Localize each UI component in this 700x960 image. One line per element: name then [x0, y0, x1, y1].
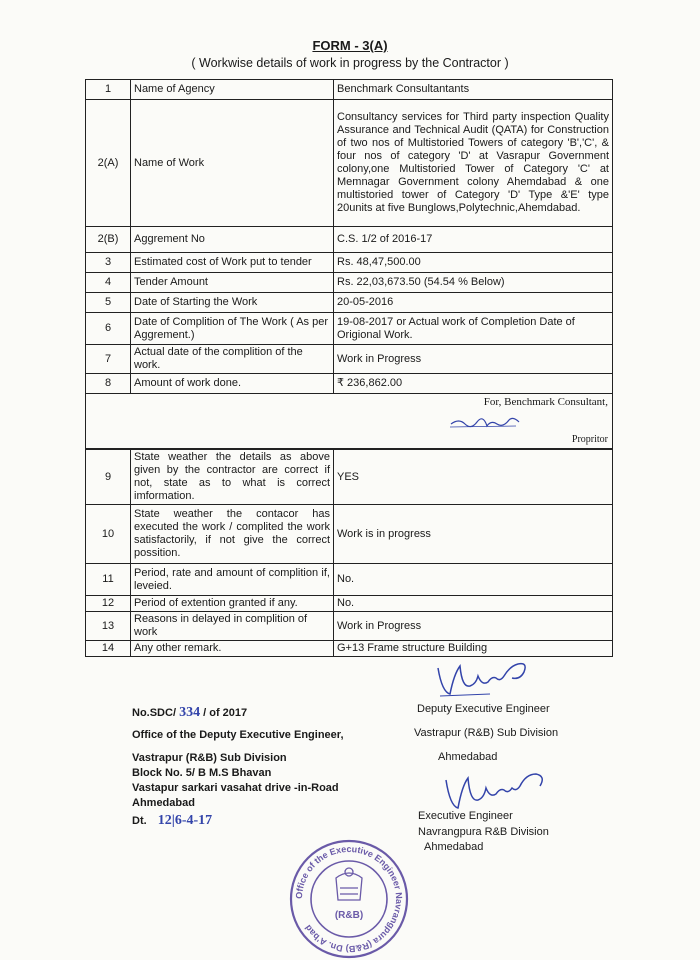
executive-engineer-signature	[440, 762, 550, 812]
row-label: Actual date of the complition of the work.	[131, 345, 334, 374]
table-row	[86, 612, 613, 641]
row-label: State weather the contacor has executed the work / complited the work satisfactorily, if not give the correct possition.	[131, 505, 334, 564]
date-line	[132, 813, 212, 829]
row-value: No.	[334, 564, 613, 596]
row-label: Name of Agency	[131, 80, 334, 100]
address-line-4: Ahmedabad	[132, 797, 195, 809]
signature-row	[86, 394, 613, 449]
table-row	[86, 253, 613, 273]
table-row	[86, 227, 613, 253]
office-line: Office of the Deputy Executive Engineer,	[132, 729, 344, 741]
row-label: State weather the details as above given by the contractor are correct if not, state as to what is correct imformation.	[131, 450, 334, 505]
address-line-2: Block No. 5/ B M.S Bhavan	[132, 767, 272, 779]
row-number: 3	[86, 253, 131, 273]
row-number: 12	[86, 596, 131, 612]
table-row	[86, 293, 613, 313]
row-number: 11	[86, 564, 131, 596]
table-row	[86, 100, 613, 227]
table-row	[86, 273, 613, 293]
table-row	[86, 374, 613, 394]
row-value: Work in Progress	[334, 345, 613, 374]
row-number: 1	[86, 80, 131, 100]
stamp-outer-text: Office of the Executive Engineer Navrangpura (R&B) Dn. A'bad	[293, 843, 405, 955]
table-row	[86, 596, 613, 612]
row-label: Name of Work	[131, 100, 334, 227]
row-label: Aggrement No	[131, 227, 334, 253]
row-label: Period, rate and amount of complition if, leveied.	[131, 564, 334, 596]
table-row	[86, 313, 613, 345]
table-row	[86, 80, 613, 100]
row-number: 13	[86, 612, 131, 641]
form-subtitle: ( Workwise details of work in progress by the Contractor )	[191, 56, 509, 70]
row-value: 20-05-2016	[334, 293, 613, 313]
ref-suffix: / of 2017	[203, 707, 248, 719]
row-value: No.	[334, 596, 613, 612]
table-row	[86, 345, 613, 374]
row-value: C.S. 1/2 of 2016-17	[334, 227, 613, 253]
executive-engineer-title: Executive Engineer	[418, 810, 513, 822]
executive-engineer-city: Ahmedabad	[424, 841, 484, 853]
row-value: ₹ 236,862.00	[334, 374, 613, 394]
row-label: Reasons in delayed in complition of work	[131, 612, 334, 641]
table-row	[86, 450, 613, 505]
ref-prefix: No.SDC/	[132, 707, 176, 719]
ref-handwritten-number: 334	[179, 705, 201, 720]
table-row	[86, 564, 613, 596]
signature-for-label: For, Benchmark Consultant,	[483, 396, 608, 408]
signature-cell	[86, 394, 613, 449]
row-value: Rs. 48,47,500.00	[334, 253, 613, 273]
table-row	[86, 505, 613, 564]
signature-role-label: Propritor	[571, 434, 608, 445]
row-label: Date of Complition of The Work ( As per Aggrement.)	[131, 313, 334, 345]
deputy-engineer-title: Deputy Executive Engineer	[417, 703, 550, 715]
form-title: FORM - 3(A)	[312, 38, 388, 53]
row-number: 14	[86, 641, 131, 657]
row-label: Any other remark.	[131, 641, 334, 657]
row-label: Period of extention granted if any.	[131, 596, 334, 612]
row-label: Tender Amount	[131, 273, 334, 293]
executive-engineer-division: Navrangpura R&B Division	[418, 826, 549, 838]
date-label: Dt.	[132, 815, 147, 827]
row-number: 6	[86, 313, 131, 345]
row-label: Date of Starting the Work	[131, 293, 334, 313]
address-line-3: Vastapur sarkari vasahat drive -in-Road	[132, 782, 339, 794]
row-number: 7	[86, 345, 131, 374]
row-number: 4	[86, 273, 131, 293]
row-number: 10	[86, 505, 131, 564]
reference-number	[132, 705, 247, 721]
row-value: Work is in progress	[334, 505, 613, 564]
row-value: Work in Progress	[334, 612, 613, 641]
address-line-1: Vastrapur (R&B) Sub Division	[132, 752, 287, 764]
row-number: 8	[86, 374, 131, 394]
row-value: 19-08-2017 or Actual work of Completion Date of Origional Work.	[334, 313, 613, 345]
row-label: Estimated cost of Work put to tender	[131, 253, 334, 273]
row-number: 2(A)	[86, 100, 131, 227]
work-details-table	[85, 79, 613, 449]
row-value: Rs. 22,03,673.50 (54.54 % Below)	[334, 273, 613, 293]
row-label: Amount of work done.	[131, 374, 334, 394]
proprietor-signature	[446, 408, 526, 432]
row-value: Consultancy services for Third party inspection Quality Assurance and Technical Audit (QATA) for Construction of two nos of Multistoried Towers of category 'B','C', & four nos of category 'D' at Vasrapur Government colony,one Multistoried Tower of Category 'C' at Memnagar Government colony Ahemdabad & one multistoried tower of Category 'D' Type &'E' type 20units at five Bunglows,Polytechnic,Ahemdabad.	[334, 100, 613, 227]
verification-table	[85, 449, 613, 657]
row-value: YES	[334, 450, 613, 505]
official-stamp	[288, 838, 410, 960]
row-number: 2(B)	[86, 227, 131, 253]
row-number: 9	[86, 450, 131, 505]
row-value: G+13 Frame structure Building	[334, 641, 613, 657]
deputy-engineer-city: Ahmedabad	[438, 751, 498, 763]
stamp-center-text: (R&B)	[334, 910, 364, 921]
row-value: Benchmark Consultantants	[334, 80, 613, 100]
row-number: 5	[86, 293, 131, 313]
deputy-engineer-signature	[430, 650, 540, 700]
date-handwritten: 12|6-4-17	[157, 813, 213, 828]
deputy-engineer-division: Vastrapur (R&B) Sub Division	[414, 727, 559, 739]
